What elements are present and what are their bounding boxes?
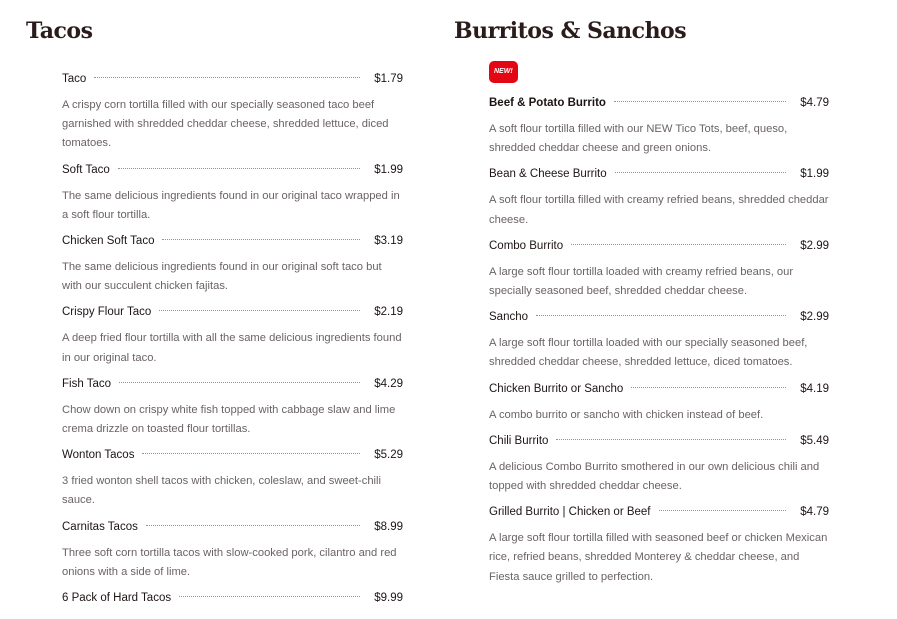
menu-item-description: Three soft corn tortilla tacos with slow-cooked pork, cilantro and red onions with a side of lime. xyxy=(62,546,397,578)
menu-item-name: Chicken Soft Taco xyxy=(62,235,155,248)
menu-item xyxy=(62,446,403,510)
menu-item-name: Chili Burrito xyxy=(489,434,549,447)
menu-item-row xyxy=(62,589,403,607)
menu-item-name: Carnitas Tacos xyxy=(62,520,138,533)
dotted-leader xyxy=(536,315,786,316)
menu-item-description: Chow down on crispy white fish topped with cabbage slaw and lime crema drizzle on toasted flour tortillas. xyxy=(62,403,396,436)
menu-item-description: A combo burrito or sancho with chicken instead of beef. xyxy=(489,408,764,421)
menu-item xyxy=(489,380,829,425)
menu-item-price: $2.99 xyxy=(800,239,829,252)
section-title-tacos: Tacos xyxy=(26,18,93,44)
menu-item-price: $1.99 xyxy=(800,168,829,181)
menu-item xyxy=(62,518,403,582)
burritos-item-list xyxy=(489,94,829,594)
menu-item-name: Wonton Tacos xyxy=(62,449,135,462)
menu-item-name: Fish Taco xyxy=(62,377,112,390)
menu-item-name: Bean & Cheese Burrito xyxy=(489,168,607,181)
menu-item xyxy=(62,589,403,607)
menu-item-description: A large soft flour tortilla filled with seasoned beef or chicken Mexican rice, refried beans, shredded Monterey & cheddar cheese, and Fiesta sauce grilled to perfection. xyxy=(489,532,828,583)
menu-item-row xyxy=(62,232,403,250)
menu-item-row xyxy=(62,375,403,393)
menu-item xyxy=(489,432,829,496)
menu-item-row xyxy=(489,308,829,326)
menu-item-description: The same delicious ingredients found in our original taco wrapped in a soft flour tortilla. xyxy=(62,189,400,221)
menu-item-price: $4.19 xyxy=(800,382,829,395)
menu-item-description: A crispy corn tortilla filled with our specially seasoned taco beef garnished with shredded cheddar cheese, shredded lettuce, diced tomatoes. xyxy=(62,99,389,150)
menu-item-name: 6 Pack of Hard Tacos xyxy=(62,592,172,605)
menu-item-row xyxy=(489,165,829,183)
menu-item xyxy=(489,237,829,301)
menu-item-price: $1.79 xyxy=(374,73,403,85)
menu-item-price: $2.99 xyxy=(800,311,829,324)
dotted-leader xyxy=(631,387,786,388)
menu-item-row xyxy=(489,503,829,521)
menu-item xyxy=(489,503,829,587)
menu-item xyxy=(489,308,829,372)
menu-item-name: Soft Taco xyxy=(62,163,110,176)
dotted-leader xyxy=(162,239,360,240)
menu-item-row xyxy=(62,446,403,464)
menu-item xyxy=(62,70,403,154)
dotted-leader xyxy=(556,439,786,440)
menu-item-price: $8.99 xyxy=(374,520,403,533)
menu-item-description: A large soft flour tortilla loaded with our specially seasoned beef, shredded cheddar cheese, shredded lettuce, diced tomatoes. xyxy=(489,337,808,369)
dotted-leader xyxy=(614,101,786,102)
dotted-leader xyxy=(571,244,786,245)
menu-item-name: Sancho xyxy=(489,311,529,324)
menu-item-name: Beef & Potato Burrito xyxy=(489,97,606,109)
menu-item xyxy=(489,94,829,158)
new-badge: NEW! xyxy=(489,61,518,83)
menu-item-row xyxy=(489,237,829,255)
menu-item-price: $4.79 xyxy=(800,97,829,109)
menu-item-description: A soft flour tortilla filled with creamy refried beans, shredded cheddar cheese. xyxy=(489,194,829,226)
dotted-leader xyxy=(146,525,360,526)
menu-item-price: $5.49 xyxy=(800,434,829,447)
menu-item xyxy=(62,375,403,439)
dotted-leader xyxy=(142,453,360,454)
menu-item-name: Crispy Flour Taco xyxy=(62,306,152,319)
menu-item-row xyxy=(489,432,829,450)
dotted-leader xyxy=(94,77,360,78)
dotted-leader xyxy=(159,310,360,311)
menu-item xyxy=(62,232,403,296)
menu-item-row xyxy=(489,94,829,112)
menu-item-row xyxy=(62,518,403,536)
menu-item xyxy=(489,165,829,229)
menu-item-row xyxy=(62,161,403,179)
menu-item-price: $1.99 xyxy=(374,163,403,176)
menu-item-description: A deep fried flour tortilla with all the same delicious ingredients found in our original taco. xyxy=(62,332,402,364)
menu-item-price: $5.29 xyxy=(374,449,403,462)
menu-item-name: Grilled Burrito | Chicken or Beef xyxy=(489,506,651,519)
menu-item-price: $2.19 xyxy=(374,306,403,319)
menu-item-price: $4.29 xyxy=(374,377,403,390)
dotted-leader xyxy=(179,596,360,597)
menu-item xyxy=(62,161,403,225)
dotted-leader xyxy=(659,510,787,511)
menu-item-name: Taco xyxy=(62,73,87,85)
menu-item-description: A soft flour tortilla filled with our NEW Tico Tots, beef, queso, shredded cheddar cheese and green onions. xyxy=(489,123,788,155)
menu-item-price: $3.19 xyxy=(374,235,403,248)
menu-item-description: The same delicious ingredients found in our original soft taco but with our succulent chicken fajitas. xyxy=(62,261,382,293)
menu-item-row xyxy=(62,70,403,88)
dotted-leader xyxy=(615,172,787,173)
menu-item-name: Combo Burrito xyxy=(489,239,564,252)
menu-item-name: Chicken Burrito or Sancho xyxy=(489,382,624,395)
menu-item-row xyxy=(489,380,829,398)
menu-item-price: $9.99 xyxy=(374,592,403,605)
menu-item-price: $4.79 xyxy=(800,506,829,519)
section-title-burritos: Burritos & Sanchos xyxy=(454,18,687,44)
dotted-leader xyxy=(119,382,360,383)
menu-item-description: A large soft flour tortilla loaded with creamy refried beans, our specially seasoned beef, shredded cheddar cheese. xyxy=(489,265,794,298)
menu-item-row xyxy=(62,303,403,321)
menu-item-description: 3 fried wonton shell tacos with chicken, coleslaw, and sweet-chili sauce. xyxy=(62,475,382,507)
menu-item xyxy=(62,303,403,367)
dotted-leader xyxy=(118,168,360,169)
tacos-item-list xyxy=(62,70,403,607)
menu-item-description: A delicious Combo Burrito smothered in our own delicious chili and topped with shredded cheddar cheese. xyxy=(489,460,820,493)
